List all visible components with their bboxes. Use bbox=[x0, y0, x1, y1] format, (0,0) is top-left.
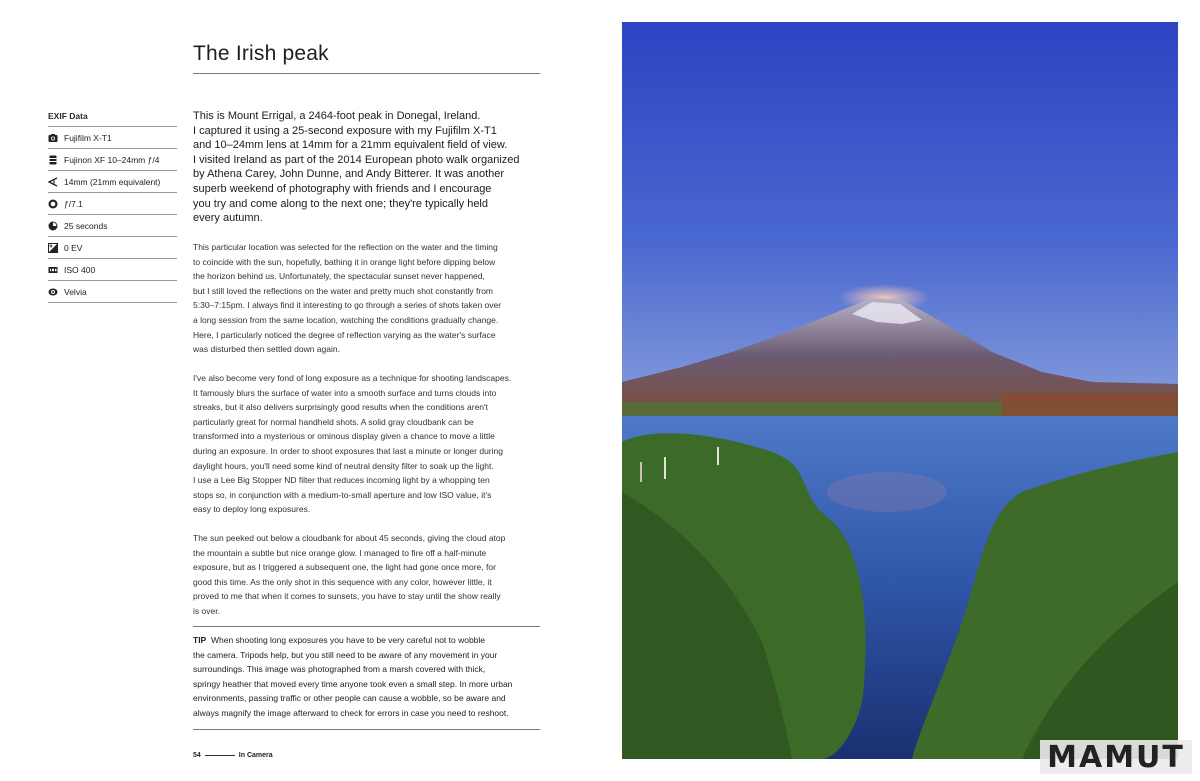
camera-icon bbox=[48, 133, 58, 143]
lead-paragraph bbox=[193, 109, 543, 226]
shutter-icon bbox=[48, 221, 58, 231]
exif-row-exposure-compensation bbox=[48, 237, 177, 259]
lead-line: I visited Ireland as part of the 2014 European photo walk organized bbox=[193, 153, 520, 166]
tip-divider-top bbox=[193, 626, 540, 627]
body-line: was disturbed then settled down again. bbox=[193, 344, 340, 355]
watermark bbox=[1040, 740, 1192, 774]
body-line: I use a Lee Big Stopper ND filter that reduces incoming light by a whopping ten bbox=[193, 475, 490, 486]
tip-line bbox=[193, 633, 543, 648]
watermark-text: MAMUT bbox=[1047, 739, 1185, 775]
tip-text: When shooting long exposures you have to be very careful not to wobble bbox=[210, 635, 486, 645]
exif-heading: EXIF Data bbox=[48, 110, 177, 127]
page-title: The Irish peak bbox=[193, 42, 329, 65]
body-line: The sun peeked out below a cloudbank for about 45 seconds, giving the cloud atop bbox=[193, 533, 506, 543]
body-line: during an exposure. In order to shoot exposures that last a minute or longer during bbox=[193, 445, 503, 456]
body-line: the horizon behind us. Unfortunately, the spectacular sunset never happened, bbox=[193, 271, 485, 282]
exif-row-lens bbox=[48, 149, 177, 171]
lens-icon bbox=[48, 155, 58, 165]
lead-line: you try and come along to the next one; they're typically held bbox=[193, 197, 488, 210]
exif-label: Fujinon XF 10–24mm ƒ/4 bbox=[64, 154, 160, 165]
exif-panel bbox=[48, 110, 177, 303]
exif-row-film-simulation bbox=[48, 281, 177, 303]
body-line: Here, I particularly noticed the degree of reflection varying as the water's surface bbox=[193, 329, 496, 340]
exif-row-focal-length bbox=[48, 171, 177, 193]
lead-line: by Athena Carey, John Dunne, and Andy Bitterer. It was another bbox=[193, 168, 505, 181]
exif-row-iso bbox=[48, 259, 177, 281]
exif-label: 0 EV bbox=[64, 242, 83, 253]
focal-length-icon bbox=[48, 177, 58, 187]
lead-line: and 10–24mm lens at 14mm for a 21mm equivalent field of view. bbox=[193, 139, 508, 152]
footer-rule bbox=[205, 755, 235, 756]
body-paragraph bbox=[193, 531, 543, 619]
body-line: stops so, in conjunction with a medium-to-small aperture and low ISO value, it's bbox=[193, 489, 492, 500]
body-line: daylight hours, you'll need some kind of neutral density filter to soak up the light. bbox=[193, 460, 494, 471]
body-line: I've also become very fond of long exposure as a technique for shooting landscapes. bbox=[193, 373, 512, 383]
tip-line: springy heather that moved every time anyone took even a small step. In more urban bbox=[193, 678, 513, 689]
film-simulation-icon bbox=[48, 287, 58, 297]
body-line: the mountain a subtle but nice orange glow. I managed to fire off a half-minute bbox=[193, 547, 487, 558]
exif-label: 25 seconds bbox=[64, 220, 108, 231]
tip-line: environments, passing traffic or other people can cause a wobble, so be aware and bbox=[193, 693, 506, 704]
tip-divider-bottom bbox=[193, 729, 540, 730]
lead-line: superb weekend of photography with friends and I encourage bbox=[193, 182, 492, 195]
title-rule bbox=[193, 73, 540, 74]
exif-label: ƒ/7.1 bbox=[64, 198, 83, 209]
body-line: This particular location was selected for the reflection on the water and the timing bbox=[193, 242, 498, 252]
lead-line: This is Mount Errigal, a 2464-foot peak in Donegal, Ireland. bbox=[193, 110, 481, 122]
aperture-icon bbox=[48, 199, 58, 209]
body-line: streaks, but it also delivers surprisingly good results when the conditions aren't bbox=[193, 402, 489, 413]
section-name: In Camera bbox=[238, 752, 273, 759]
exif-label: ISO 400 bbox=[64, 264, 96, 275]
page-number: 54 bbox=[193, 752, 201, 759]
tip-box bbox=[193, 633, 543, 721]
body-line: to coincide with the sun, hopefully, bathing it in orange light before dipping below bbox=[193, 256, 496, 267]
body-paragraph bbox=[193, 371, 543, 517]
exif-row-aperture bbox=[48, 193, 177, 215]
body-line: but I still loved the reflections on the water and pretty much shot constantly from bbox=[193, 285, 494, 296]
exif-label: 14mm (21mm equivalent) bbox=[64, 176, 161, 187]
exif-label: Fujifilm X-T1 bbox=[64, 132, 112, 143]
exif-row-camera bbox=[48, 127, 177, 149]
body-line: a long session from the same location, watching the conditions gradually change. bbox=[193, 314, 499, 325]
lead-line: I captured it using a 25-second exposure with my Fujifilm X-T1 bbox=[193, 124, 497, 137]
body-line: is over. bbox=[193, 605, 220, 616]
body-line: exposure, but as I triggered a subsequent one, the light had gone once more, for bbox=[193, 562, 496, 573]
body-line: 5:30–7:15pm. I always find it interesting to go through a series of shots taken over bbox=[193, 300, 502, 311]
body-line: proved to me that when it comes to sunsets, you have to stay until the show really bbox=[193, 591, 501, 602]
iso-icon bbox=[48, 265, 58, 275]
tip-label: TIP bbox=[193, 635, 207, 645]
exif-row-shutter bbox=[48, 215, 177, 237]
tip-line: the camera. Tripods help, but you still need to be aware of any movement in your bbox=[193, 649, 498, 660]
body-line: It famously blurs the surface of water into a smooth surface and turns clouds into bbox=[193, 387, 497, 398]
body-line: transformed into a mysterious or ominous display given a chance to move a little bbox=[193, 431, 495, 442]
page-footer bbox=[193, 752, 273, 759]
lead-line: every autumn. bbox=[193, 212, 263, 225]
body-line: particularly great for normal handheld shots. A solid gray cloudbank can be bbox=[193, 416, 474, 427]
exposure-compensation-icon bbox=[48, 243, 58, 253]
exif-label: Velvia bbox=[64, 286, 87, 297]
body-line: good this time. As the only shot in this sequence with any color, however little, it bbox=[193, 576, 492, 587]
tip-line: surroundings. This image was photographed from a marsh covered with thick, bbox=[193, 664, 486, 675]
tip-line: always magnify the image afterward to check for errors in case you need to reshoot. bbox=[193, 707, 509, 718]
mountain-lake-photo bbox=[622, 22, 1178, 759]
body-paragraph bbox=[193, 240, 543, 357]
body-line: easy to deploy long exposures. bbox=[193, 504, 311, 515]
